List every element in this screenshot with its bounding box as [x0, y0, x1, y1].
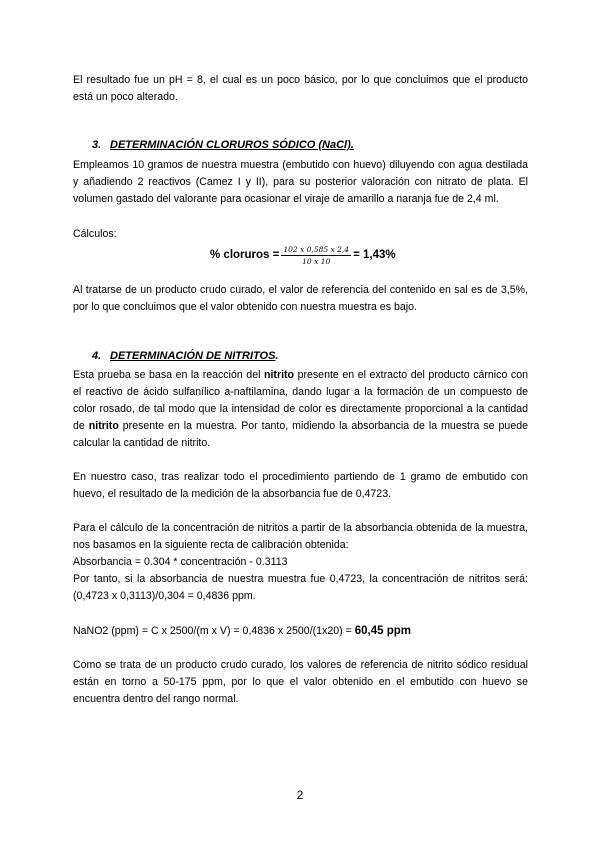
calculations-label: Cálculos:: [73, 228, 117, 240]
p1-text-d: presente en la muestra. Por tanto, midiendo la absorbancia de la muestra se puede calcular la cantidad de nitrito.: [73, 420, 528, 449]
section-3-title: DETERMINACIÓN CLORUROS SÓDICO (NaCl).: [110, 139, 354, 151]
section-3-heading: [92, 139, 354, 151]
section-4-title: DETERMINACIÓN DE NITRITOS: [110, 350, 276, 362]
section-3-conclusion: Al tratarse de un producto crudo curado, el valor de referencia del contenido en sal es de 3,5%, por lo que concluimos que el valor obtenido con nuestra muestra es bajo.: [73, 284, 528, 313]
calibration-intro: Para el cálculo de la concentración de nitritos a partir de la absorbancia obtenida de la muestra, nos basamos en la siguiente recta de calibración obtenida:: [73, 522, 528, 551]
section-3-number: 3.: [92, 139, 102, 151]
section-3-paragraph: Empleamos 10 gramos de nuestra muestra (embutido con huevo) diluyendo con agua destilada y añadiendo 2 reactivos (Camez I y II), para su posterior valoración con nitrato de plata. El volumen gastado del valorante para ocasionar el viraje de amarillo a naranja fue de 2,4 ml.: [73, 159, 528, 205]
p1-bold-nitrito-2: nitrito: [88, 420, 119, 432]
formula-lhs: % cloruros =: [210, 249, 280, 261]
calibration-equation: Absorbancia = 0.304 * concentración - 0.3113: [73, 556, 288, 568]
section-4-paragraph-2: En nuestro caso, tras realizar todo el procedimiento partiendo de 1 gramo de embutido con huevo, el resultado de la medición de la absorbancia fue de 0,4723.: [73, 471, 528, 500]
section-4-paragraph-1: [73, 367, 528, 452]
p1-text-a: Esta prueba se basa en la reacción del: [73, 369, 264, 381]
chloride-formula: [210, 242, 396, 268]
formula-rhs: = 1,43%: [353, 249, 396, 261]
nano2-text: NaNO2 (ppm) = C x 2500/(m x V) = 0,4836 x 2500/(1x20) =: [73, 625, 355, 637]
p1-text-c: presente en el extracto del producto cárnico con el reactivo de ácido sulfanílico a-naftilamina, dando lugar a la formación de un compuesto de color rosado, de tal modo que la intensidad de color es directamente proporcional a la cantidad de: [73, 369, 528, 432]
concentration-calculation: Por tanto, si la absorbancia de nuestra muestra fue 0,4723, la concentración de nitritos será: (0,4723 x 0,3113)/0,304 = 0,4836 ppm.: [73, 573, 528, 602]
section-4-heading: [92, 350, 278, 362]
formula-denominator: 10 x 10: [302, 256, 331, 266]
intro-paragraph: El resultado fue un pH = 8, el cual es un poco básico, por lo que concluimos que el producto está un poco alterado.: [73, 74, 528, 103]
page-number: 2: [296, 788, 304, 802]
nano2-result: 60,45 ppm: [354, 625, 411, 637]
formula-numerator: 102 x 0,585 x 2,4: [283, 244, 350, 254]
p1-bold-nitrito-1: nitrito: [264, 369, 295, 381]
section-4-calculation-block: [73, 520, 528, 605]
section-4-title-suffix: .: [275, 350, 279, 362]
section-4-number: 4.: [92, 350, 102, 362]
formula-fraction: [281, 245, 351, 266]
nano2-calculation: [73, 623, 528, 640]
section-4-conclusion: Como se trata de un producto crudo curado, los valores de referencia de nitrito sódico residual están en torno a 50-175 ppm, por lo que el valor obtenido en el embutido con huevo se encuentra dentro del rango normal.: [73, 659, 528, 705]
